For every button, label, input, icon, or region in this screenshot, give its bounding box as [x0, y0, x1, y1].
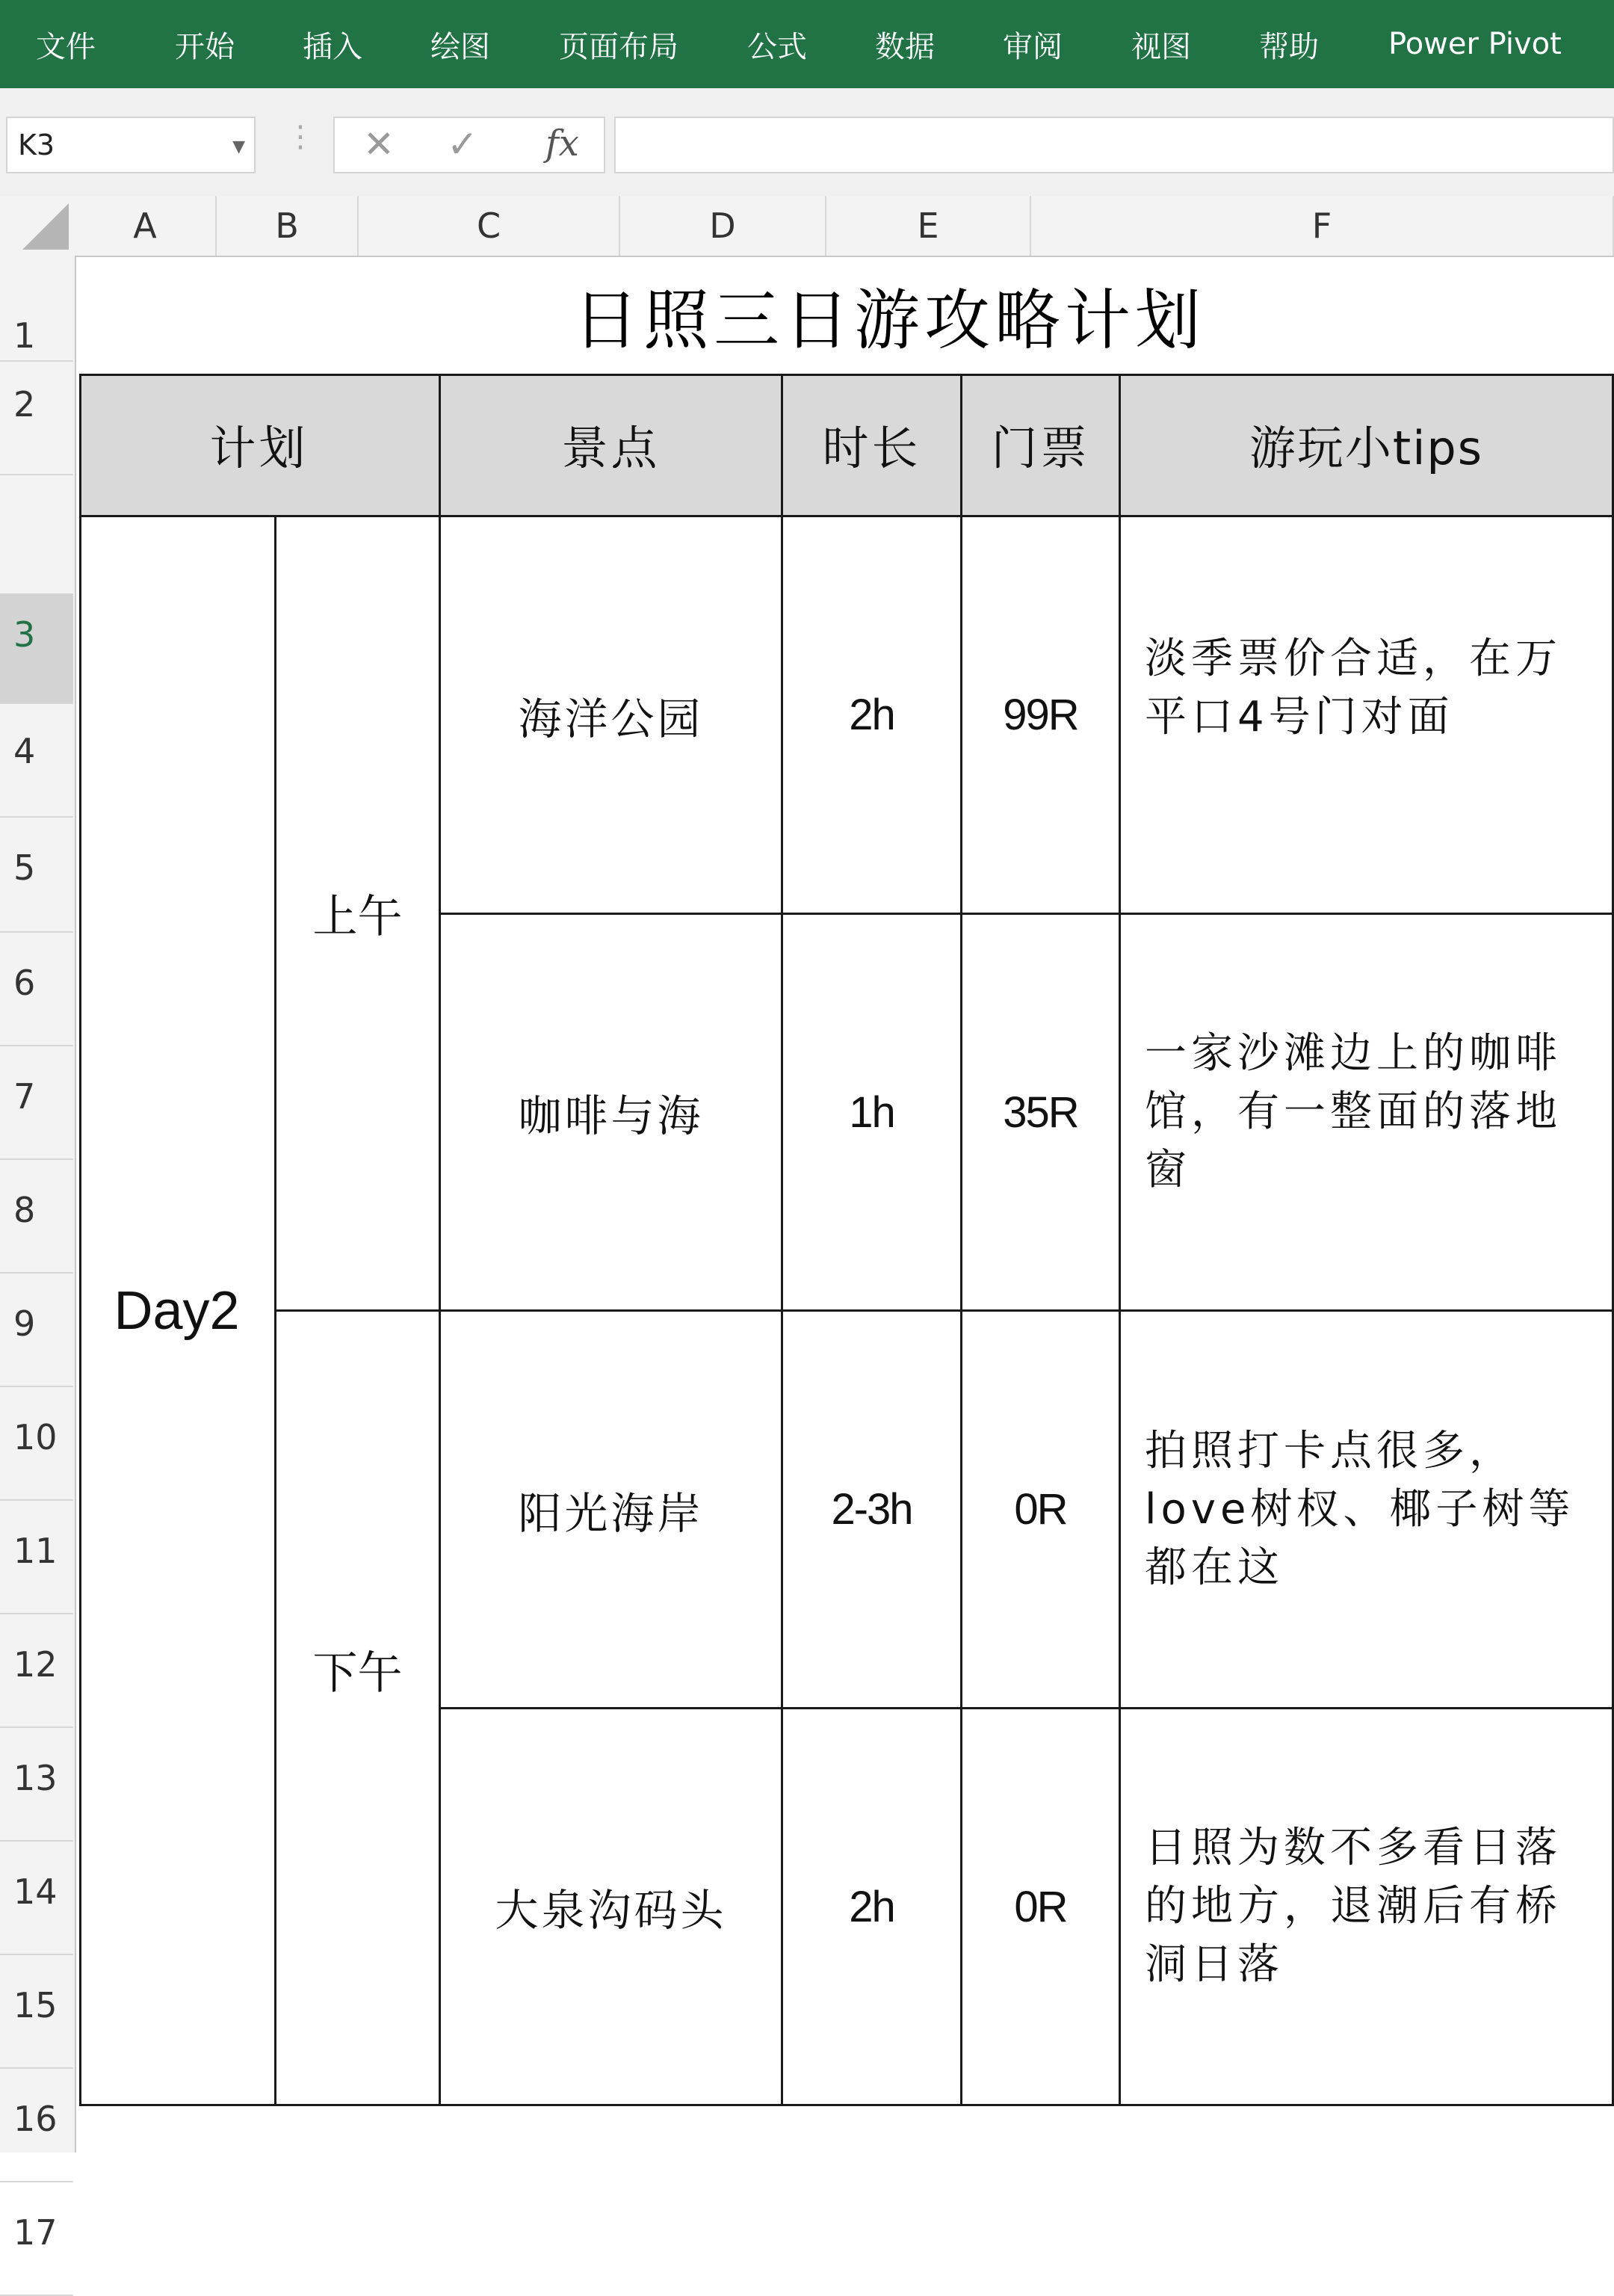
row-header[interactable]: 16 — [0, 2069, 73, 2182]
header-spot[interactable]: 景点 — [441, 374, 783, 517]
function-icon[interactable]: fx — [545, 123, 579, 164]
tips-cell[interactable] — [1121, 915, 1614, 1312]
duration-cell[interactable]: 2h — [783, 517, 962, 915]
more-vertical-icon[interactable]: ⋮ — [285, 120, 315, 154]
column-header-d[interactable]: D — [620, 196, 826, 256]
duration-cell[interactable]: 2-3h — [783, 1312, 962, 1709]
row-headers — [0, 256, 76, 2253]
row-header[interactable]: 5 — [0, 818, 73, 933]
tips-cell[interactable] — [1121, 1709, 1614, 2106]
formula-buttons — [333, 117, 605, 173]
row-header[interactable]: 4 — [0, 704, 73, 818]
tab-home[interactable]: 开始 — [175, 29, 235, 64]
row-header[interactable]: 8 — [0, 1160, 73, 1274]
tab-file[interactable]: 文件 — [36, 29, 96, 64]
formula-bar-area — [0, 88, 1614, 196]
select-all-button[interactable] — [0, 196, 75, 256]
duration-cell[interactable]: 2h — [783, 1709, 962, 2106]
tab-review[interactable]: 审阅 — [1003, 29, 1063, 64]
tab-formulas[interactable]: 公式 — [747, 29, 807, 64]
tab-power-pivot[interactable]: Power Pivot — [1388, 27, 1562, 61]
row-header[interactable]: 17 — [0, 2182, 73, 2296]
row-header[interactable]: 14 — [0, 1842, 73, 1955]
header-plan[interactable]: 计划 — [79, 374, 441, 517]
header-duration[interactable]: 时长 — [783, 374, 962, 517]
formula-input[interactable] — [614, 117, 1614, 173]
ribbon — [0, 0, 1614, 88]
header-ticket[interactable]: 门票 — [962, 374, 1121, 517]
itinerary-table — [79, 374, 1614, 2106]
tab-page-layout[interactable]: 页面布局 — [559, 29, 678, 64]
tab-view[interactable]: 视图 — [1131, 29, 1191, 64]
tab-insert[interactable]: 插入 — [303, 29, 362, 64]
tips-cell[interactable] — [1121, 1312, 1614, 1709]
header-tips[interactable]: 游玩小tips — [1121, 374, 1614, 517]
spot-cell[interactable]: 大泉沟码头 — [441, 1709, 783, 2106]
tips-text: 一家沙滩边上的咖啡馆，有一整面的落地窗 — [1145, 1029, 1562, 1194]
name-box[interactable] — [6, 117, 256, 173]
column-headers — [0, 196, 1614, 257]
spot-cell[interactable]: 阳光海岸 — [441, 1312, 783, 1709]
column-header-e[interactable]: E — [826, 196, 1031, 256]
ticket-cell[interactable]: 99R — [962, 517, 1121, 915]
tab-help[interactable]: 帮助 — [1259, 29, 1319, 64]
row-header[interactable]: 11 — [0, 1501, 73, 1614]
tab-data[interactable]: 数据 — [875, 29, 935, 64]
tab-draw[interactable]: 绘图 — [430, 29, 490, 64]
chevron-down-icon[interactable]: ▼ — [232, 138, 245, 156]
duration-cell[interactable]: 1h — [783, 915, 962, 1312]
sheet-title[interactable]: 日照三日游攻略计划 — [572, 282, 1205, 359]
tips-cell[interactable] — [1121, 517, 1614, 915]
row-header[interactable]: 12 — [0, 1614, 73, 1728]
row-header[interactable]: 15 — [0, 1955, 73, 2069]
spot-cell[interactable]: 咖啡与海 — [441, 915, 783, 1312]
row-header-active[interactable]: 3 — [0, 593, 73, 704]
day-cell[interactable]: Day2 — [79, 517, 276, 2106]
ticket-cell[interactable]: 0R — [962, 1312, 1121, 1709]
period-afternoon-label: 下午 — [312, 1647, 403, 1700]
row-header[interactable]: 1 — [0, 256, 73, 362]
row-header[interactable]: 10 — [0, 1387, 73, 1501]
ticket-cell[interactable]: 35R — [962, 915, 1121, 1312]
ticket-cell[interactable]: 0R — [962, 1709, 1121, 2106]
column-header-b[interactable]: B — [217, 196, 359, 256]
period-morning[interactable]: 上午 — [276, 517, 441, 1312]
name-box-value: K3 — [18, 129, 55, 161]
row-header[interactable]: 2 — [0, 362, 73, 475]
row-header[interactable]: 9 — [0, 1274, 73, 1387]
column-header-f[interactable]: F — [1031, 196, 1614, 256]
row-header[interactable]: 6 — [0, 933, 73, 1046]
cancel-icon[interactable]: ✕ — [363, 123, 395, 166]
tips-text: 日照为数不多看日落的地方，退潮后有桥洞日落 — [1145, 1824, 1562, 1989]
confirm-icon[interactable]: ✓ — [447, 123, 478, 166]
row-header[interactable]: 7 — [0, 1046, 73, 1160]
tips-text: 拍照打卡点很多，love树杈、椰子树等都在这 — [1145, 1426, 1575, 1592]
tips-text: 淡季票价合适，在万平口4号门对面 — [1145, 634, 1562, 741]
spot-cell[interactable]: 海洋公园 — [441, 517, 783, 915]
period-afternoon[interactable] — [276, 1312, 441, 2106]
column-header-a[interactable]: A — [75, 196, 217, 256]
column-header-c[interactable]: C — [359, 196, 620, 256]
row-header[interactable]: 13 — [0, 1728, 73, 1842]
